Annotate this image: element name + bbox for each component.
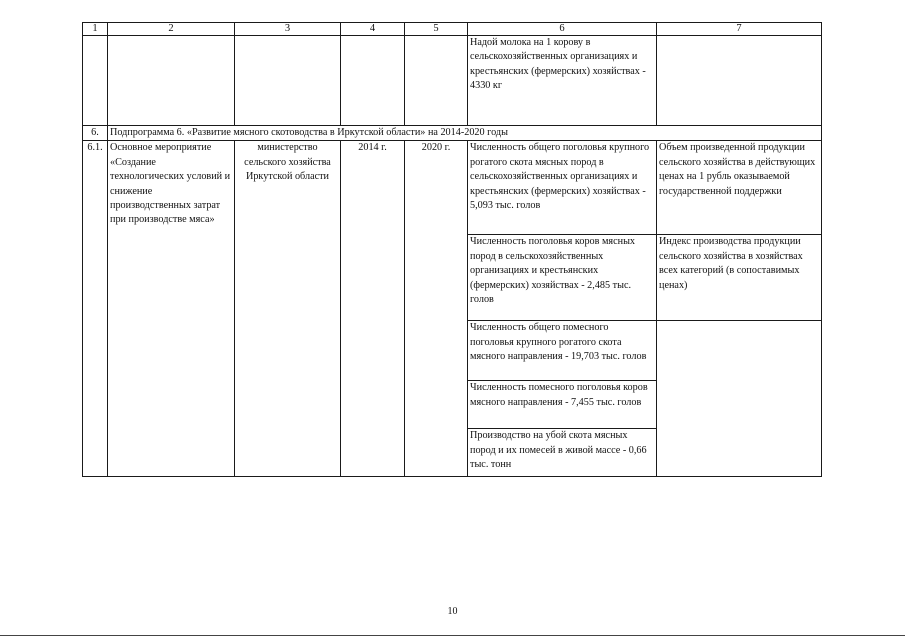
subprogram-title: Подпрограмма 6. «Развитие мясного скотоводства в Иркутской области» на 2014-2020 годы xyxy=(108,126,822,141)
column-number: 3 xyxy=(235,23,341,36)
continuation-row xyxy=(83,36,822,126)
page-number: 10 xyxy=(447,606,458,617)
indicator-cell: Надой молока на 1 корову в сельскохозяйственных организациях и крестьянских (фермерских) хозяйствах - 4330 кг xyxy=(468,36,657,126)
indicator-cell: Численность поголовья коров мясных пород в сельскохозяйственных организациях и крестьянских (фермерских) хозяйствах - 2,485 тыс. голов xyxy=(468,235,657,321)
target-cell: Объем произведенной продукции сельского хозяйства в действующих ценах на 1 рубль оказываемой государственной поддержки xyxy=(657,141,822,235)
measure-number: 6.1. xyxy=(83,141,108,477)
column-number: 6 xyxy=(468,23,657,36)
measure-start-year: 2014 г. xyxy=(341,141,405,477)
empty-cell xyxy=(405,36,468,126)
measure-row xyxy=(83,141,822,235)
empty-cell xyxy=(341,36,405,126)
column-number: 1 xyxy=(83,23,108,36)
subprogram-number: 6. xyxy=(83,126,108,141)
target-cell: Индекс производства продукции сельского хозяйства в хозяйствах всех категорий (в сопоставимых ценах) xyxy=(657,235,822,321)
column-number-row xyxy=(83,23,822,36)
indicator-cell: Численность помесного поголовья коров мясного направления - 7,455 тыс. голов xyxy=(468,381,657,429)
empty-cell xyxy=(657,36,822,126)
bottom-divider xyxy=(0,635,905,636)
subprogram-row xyxy=(83,126,822,141)
indicator-cell: Производство на убой скота мясных пород и их помесей в живой массе - 0,66 тыс. тонн xyxy=(468,429,657,477)
column-number: 5 xyxy=(405,23,468,36)
empty-cell xyxy=(108,36,235,126)
column-number: 2 xyxy=(108,23,235,36)
indicator-cell: Численность общего поголовья крупного рогатого скота мясных пород в сельскохозяйственных организациях и крестьянских (фермерских) хозяйствах - 5,093 тыс. голов xyxy=(468,141,657,235)
empty-cell xyxy=(83,36,108,126)
measure-name: Основное мероприятие «Создание технологических условий и снижение производственных затрат при производстве мяса» xyxy=(108,141,235,477)
program-table xyxy=(82,22,822,477)
column-number: 4 xyxy=(341,23,405,36)
indicator-cell: Численность общего помесного поголовья крупного рогатого скота мясного направления - 19,703 тыс. голов xyxy=(468,321,657,381)
empty-cell xyxy=(657,321,822,477)
measure-end-year: 2020 г. xyxy=(405,141,468,477)
empty-cell xyxy=(235,36,341,126)
measure-executor: министерство сельского хозяйства Иркутской области xyxy=(235,141,341,477)
column-number: 7 xyxy=(657,23,822,36)
